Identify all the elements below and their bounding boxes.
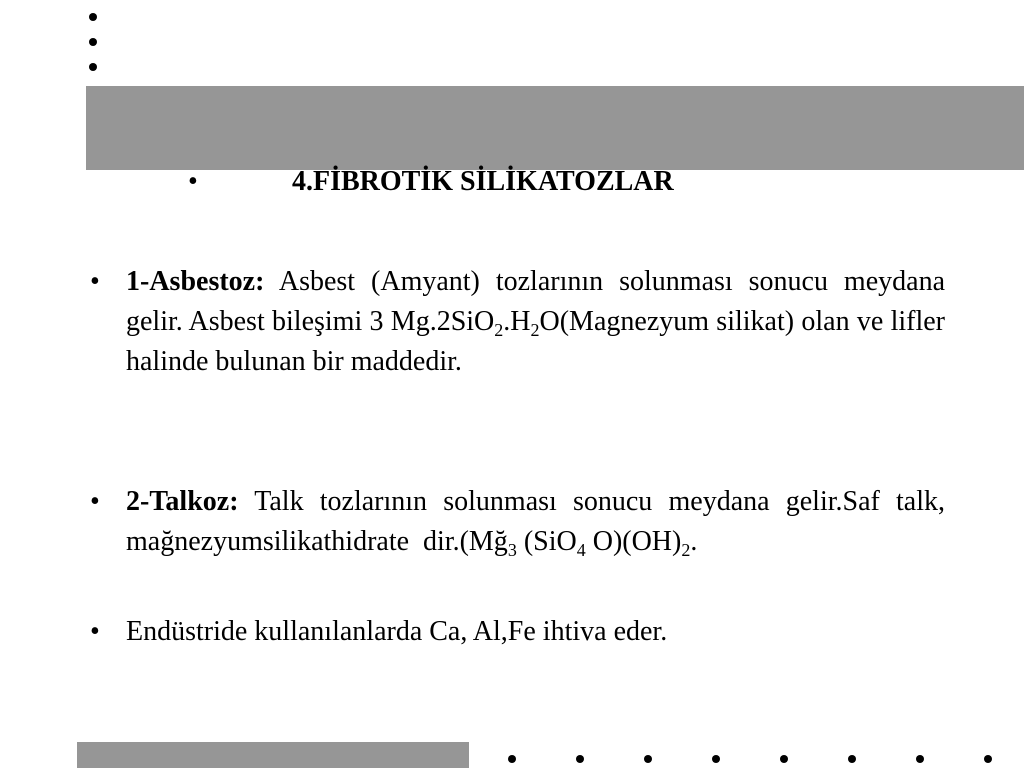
- subscript: 2: [494, 320, 504, 340]
- list-item-endustri: [90, 612, 945, 652]
- list-bullet: •: [90, 486, 100, 517]
- top-gray-band: [86, 86, 1024, 170]
- decor-dot: [89, 38, 97, 46]
- body-text: O)(OH): [585, 526, 682, 557]
- decor-dot: [984, 755, 992, 763]
- decor-dot: [508, 755, 516, 763]
- list-bullet: •: [90, 616, 100, 647]
- subscript: 2: [530, 320, 540, 340]
- decor-dot: [712, 755, 720, 763]
- bottom-gray-band: [77, 742, 469, 768]
- subscript: 2: [681, 540, 691, 560]
- list-bullet: •: [90, 266, 100, 297]
- decor-dot: [848, 755, 856, 763]
- term-label: 2-Talkoz:: [126, 486, 239, 517]
- body-text: (SiO: [516, 526, 577, 557]
- list-item-text: [126, 482, 952, 562]
- heading-bullet: •: [188, 166, 198, 197]
- term-label: 1-Asbestoz:: [126, 266, 265, 297]
- body-text: O(Magnezyum silikat) olan ve lifler halinde bulunan bir maddedir.: [126, 306, 945, 377]
- decor-dot: [89, 13, 97, 21]
- decor-dot: [576, 755, 584, 763]
- body-text: Asbest (Amyant) tozlarının solunması sonucu meydana gelir. Asbest bileşimi 3 Mg.2SiO: [126, 266, 945, 337]
- body-text: Talk tozlarının solunması sonucu meydana gelir.Saf talk, mağnezyumsilikathidrate dir.(Mğ: [126, 486, 952, 557]
- subscript: 4: [576, 540, 586, 560]
- body-text: .: [690, 526, 698, 557]
- subscript: 3: [507, 540, 517, 560]
- decor-dot: [89, 63, 97, 71]
- decor-dot: [644, 755, 652, 763]
- list-item-text: [126, 262, 945, 382]
- decor-dot: [916, 755, 924, 763]
- list-item-asbestoz: [90, 262, 945, 382]
- list-item-text: Endüstride kullanılanlarda Ca, Al,Fe ihtiva eder.: [126, 616, 668, 647]
- heading-text: 4.FİBROTİK SİLİKATOZLAR: [292, 166, 674, 197]
- body-text: .H: [503, 306, 531, 337]
- list-item-talkoz: [90, 482, 952, 562]
- decor-dot: [780, 755, 788, 763]
